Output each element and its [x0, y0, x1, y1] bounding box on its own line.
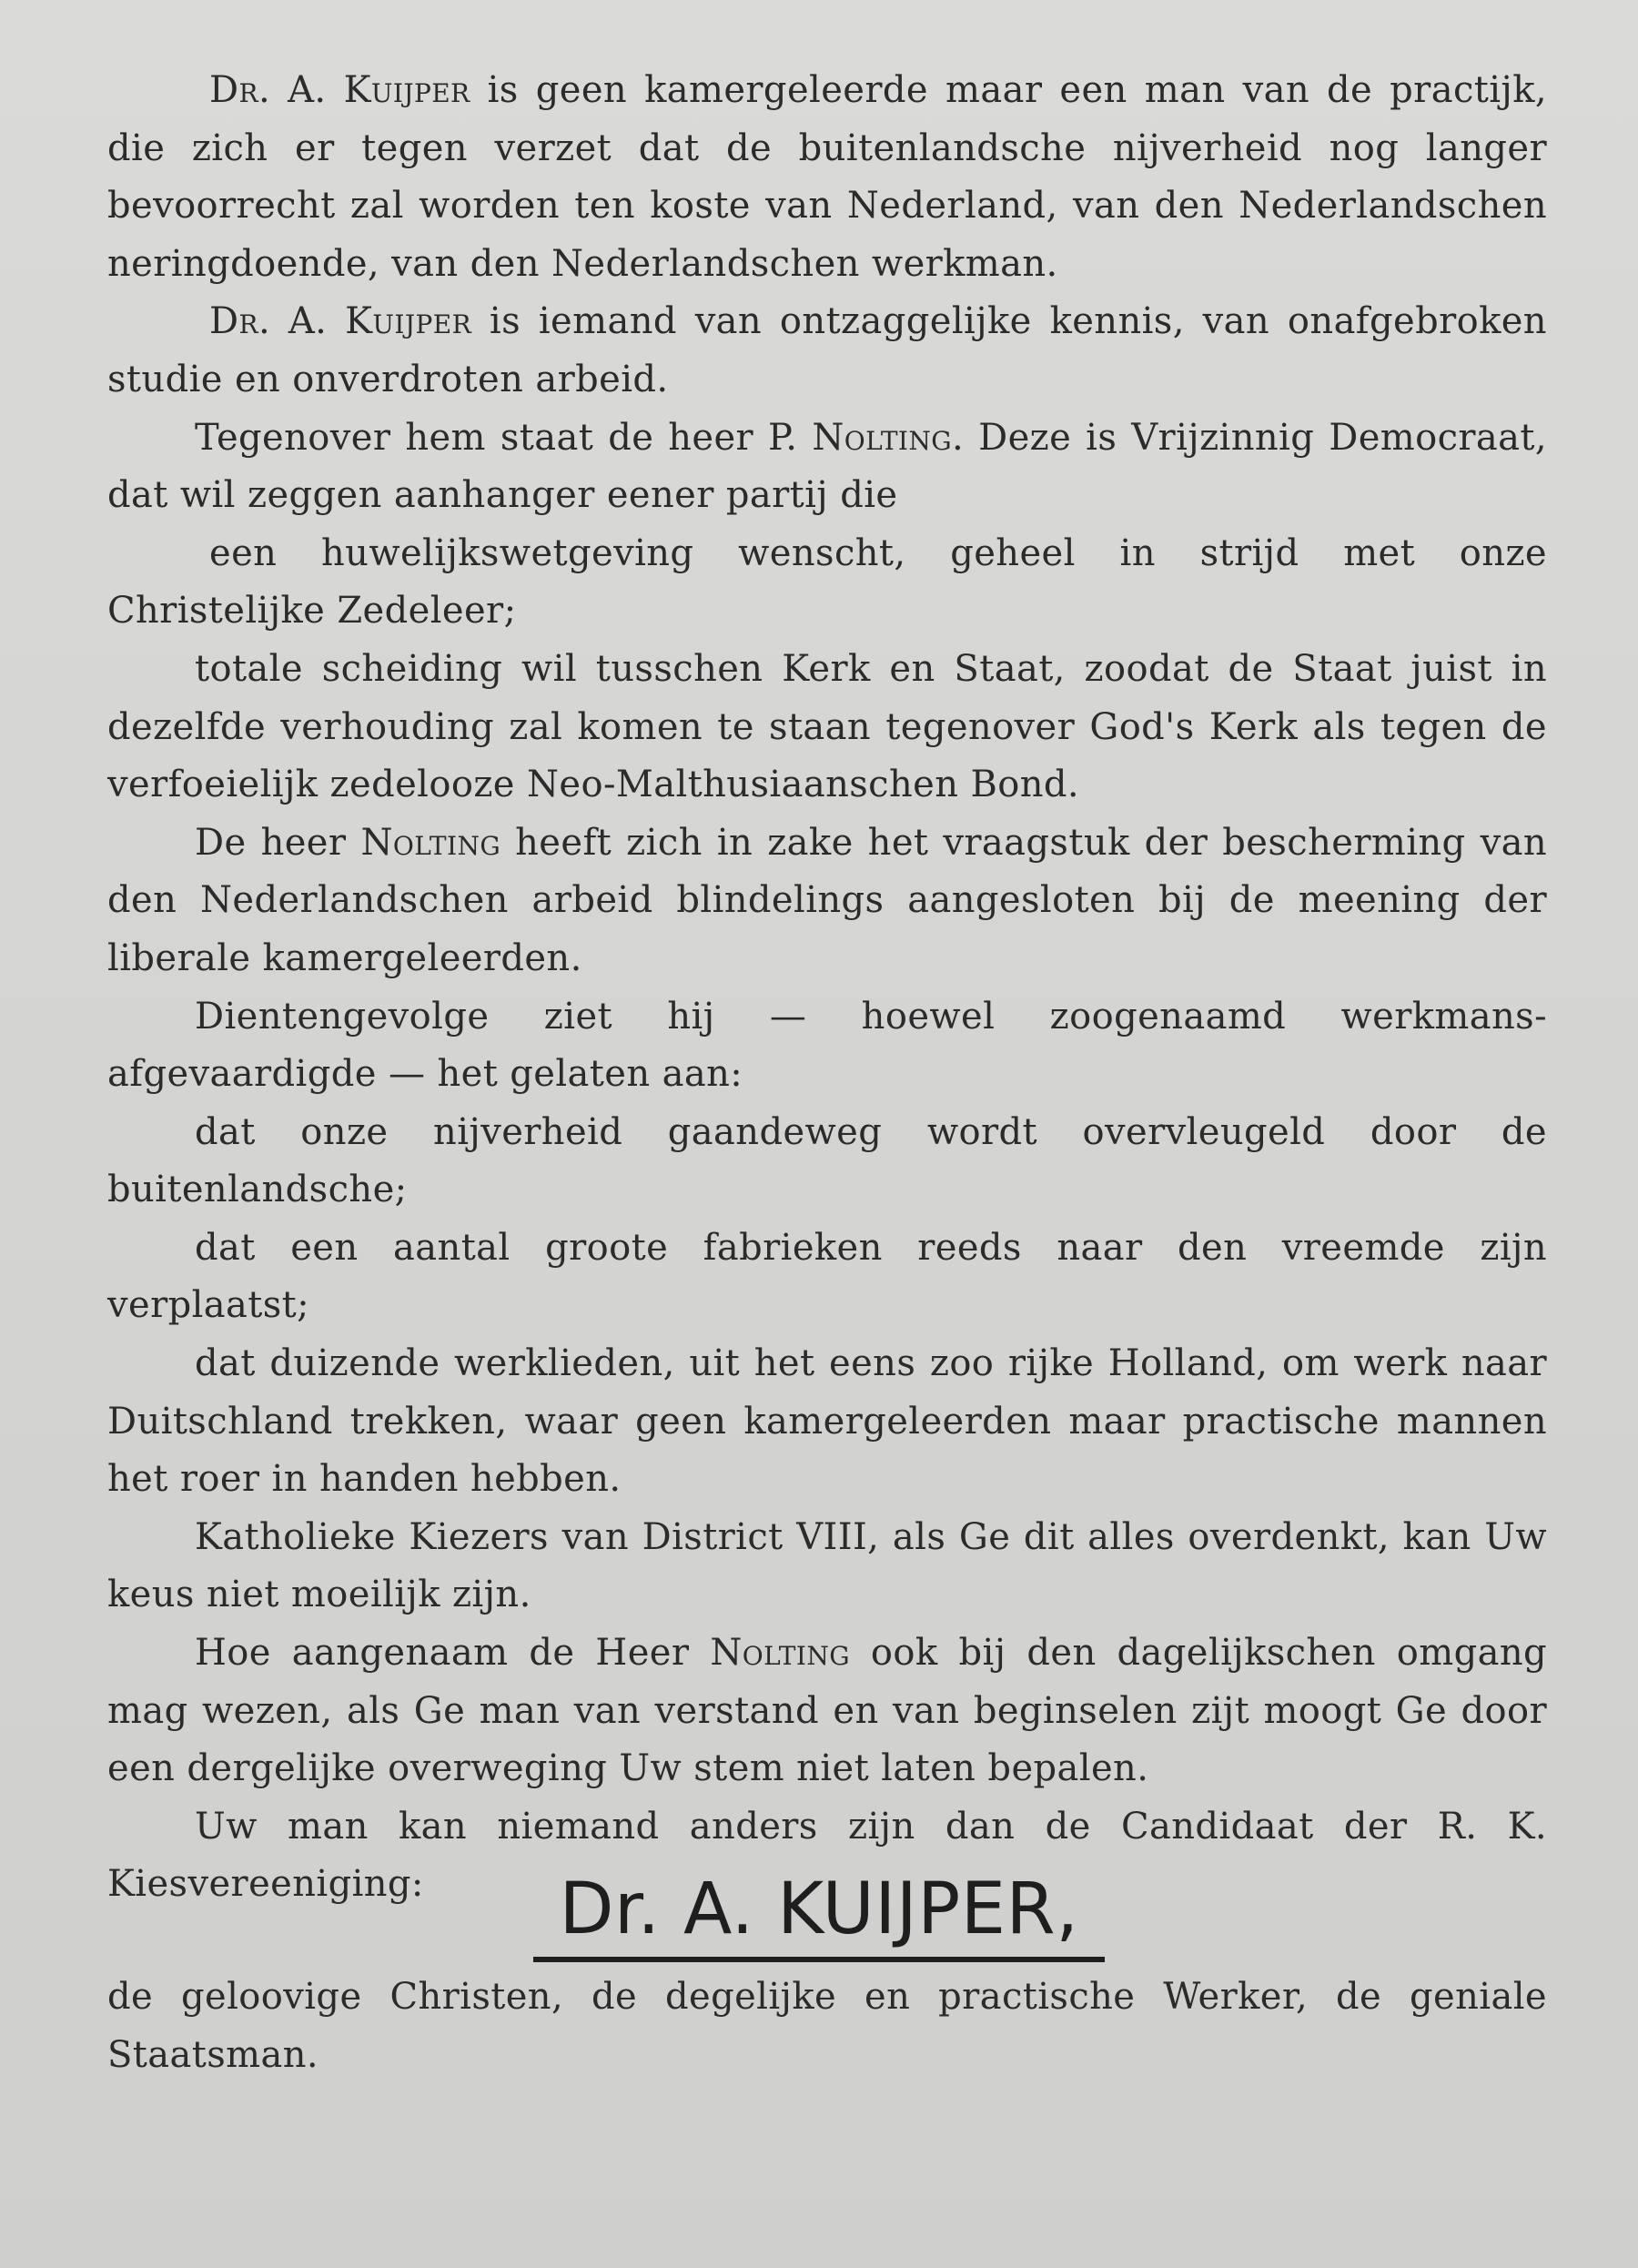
closing-line: de geloovige Christen, de degelijke en practische Werker, de geniale Staatsman.	[107, 1976, 1547, 2076]
opponent-name-smallcaps: Nolting	[710, 1632, 850, 1675]
candidate-name-smallcaps: Dr. A. Kuijper	[209, 69, 470, 111]
signature-block	[0, 1866, 1638, 1962]
paragraph-text: totale scheiding wil tusschen Kerk en Staat, zoodat de Staat juist in dezelfde verhouding zal komen te staan tegenover God's Kerk als tegen de verfoeielijk zedelooze Neo-Malthusiaanschen Bond.	[107, 647, 1547, 806]
paragraph-workers	[107, 1335, 1547, 1509]
paragraph-text: heeft zich in zake het vraagstuk der bescherming van den Nederlandschen arbeid blindelings aangesloten bij de meening der liberale kamergeleerden.	[107, 821, 1547, 979]
paragraph-text: ook bij den dagelijkschen omgang mag wezen, als Ge man van verstand en van beginselen zijt moogt Ge door een dergelijke overweging Uw stem niet laten bepalen.	[107, 1632, 1547, 1790]
paragraph-text: dat onze nijverheid gaandeweg wordt overvleugeld door de buitenlandsche;	[107, 1110, 1547, 1211]
paragraph-text: dat een aantal groote fabrieken reeds naar den vreemde zijn verplaatst;	[107, 1226, 1547, 1327]
paragraph-text: is iemand van ontzaggelijke kennis, van onafgebroken studie en onverdroten arbeid.	[107, 300, 1547, 400]
paragraph-voters	[107, 1509, 1547, 1625]
paragraph-text: Katholieke Kiezers van District VIII, als Ge dit alles overdenkt, kan Uw keus niet moeilijk zijn.	[107, 1515, 1547, 1616]
paragraph-industry	[107, 1104, 1547, 1220]
paragraph-kuijper-practice	[107, 62, 1547, 293]
opponent-name-smallcaps: Nolting	[812, 416, 953, 459]
paragraph-kuijper-knowledge	[107, 293, 1547, 409]
paragraph-protection-labour	[107, 815, 1547, 988]
candidate-name-smallcaps: Dr. A. Kuijper	[209, 300, 472, 343]
paragraph-text: is geen kamergeleerde maar een man van de practijk, die zich er tegen verzet dat de buitenlandsche nijverheid nog langer bevoorrecht zal worden ten koste van Nederland, van den Nederlandschen neringdoende, van den Nederlandschen werkman.	[107, 69, 1547, 285]
paragraph-marriage-law	[107, 525, 1547, 641]
paragraph-pleasant	[107, 1625, 1547, 1798]
candidate-signature: Dr. A. KUIJPER,	[533, 1866, 1104, 1962]
paragraph-text: Hoe aangenaam de Heer	[195, 1632, 711, 1675]
body-text	[107, 62, 1547, 1914]
paragraph-text: een huwelijkswetgeving wenscht, geheel in strijd met onze Christelijke Zedeleer;	[107, 532, 1547, 633]
paragraph-text: . Deze is Vrijzinnig Democraat, dat wil zeggen aanhanger eener partij die	[107, 416, 1547, 517]
paragraph-church-state	[107, 641, 1547, 815]
paragraph-consequently	[107, 988, 1547, 1104]
paragraph-text: dat duizende werklieden, uit het eens zoo rijke Holland, om werk naar Duitschland trekken, waar geen kamergeleerden maar practische mannen het roer in handen hebben.	[107, 1342, 1547, 1501]
paragraph-text: Tegenover hem staat de heer P.	[195, 416, 813, 459]
paragraph-text: De heer	[195, 821, 361, 864]
paragraph-factories	[107, 1220, 1547, 1335]
paragraph-opponent-intro	[107, 410, 1547, 525]
paragraph-text: Dientengevolge ziet hij — hoewel zoogenaamd werkmans-afgevaardigde — het gelaten aan:	[107, 995, 1547, 1096]
opponent-name-smallcaps: Nolting	[360, 821, 501, 864]
paragraph-text: Uw man kan niemand anders zijn dan de Candidaat der R. K. Kiesvereeniging:	[107, 1805, 1547, 1906]
